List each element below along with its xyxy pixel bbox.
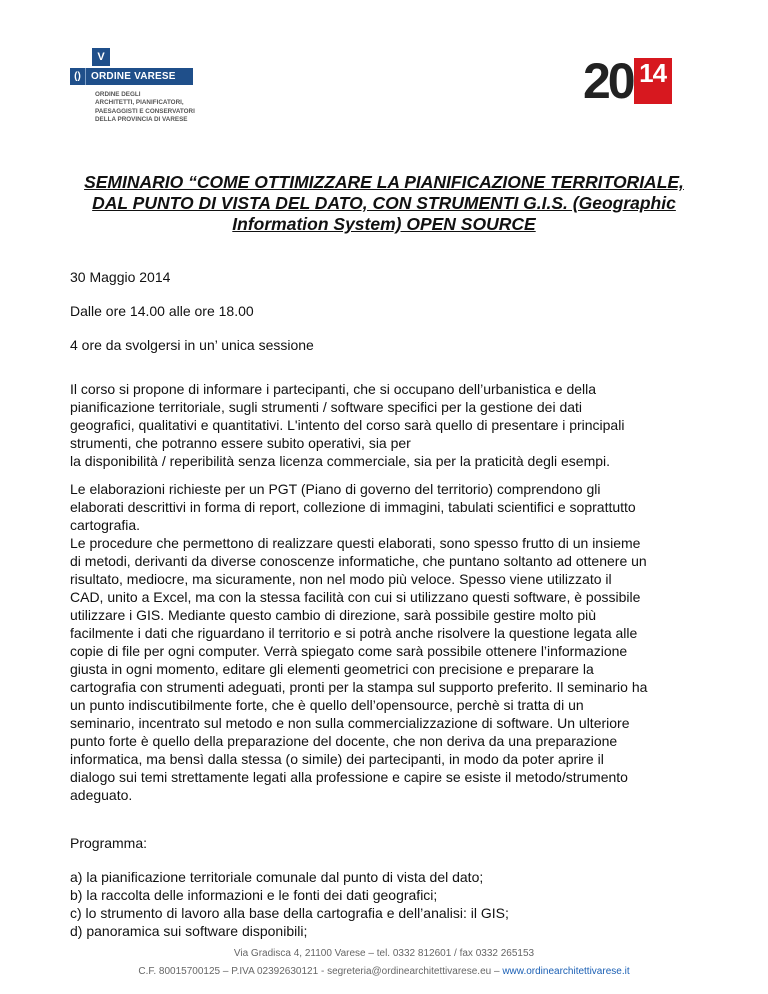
footer-separator: – — [491, 966, 503, 977]
logo-subtitle-line: ORDINE DEGLI — [95, 91, 141, 98]
list-item: b) la raccolta delle informazioni e le fonti dei dati geografici; — [70, 887, 438, 903]
list-item: d) panoramica sui software disponibili; — [70, 923, 308, 939]
year-logo — [583, 53, 672, 109]
text-line: risultato, mediocre, ma sicuramente, non nel modo più veloce. Spesso viene utilizzato il — [70, 571, 612, 587]
logo-name: ORDINE VARESE — [91, 71, 176, 82]
program-list — [70, 868, 710, 940]
footer-contacts — [0, 963, 768, 981]
text-line: di metodi, derivanti da diverse conoscenze informatiche, che puntano soltanto ad ottenere un — [70, 553, 647, 569]
logo-subtitle — [95, 91, 235, 125]
year-box: 14 — [634, 58, 672, 104]
seminar-session: 4 ore da svolgersi in un’ unica sessione — [70, 337, 314, 353]
text-line: cartografia con strumenti adeguati, pronti per la stampa sul supporto preferito. Il seminario ha — [70, 679, 648, 695]
logo-bar — [70, 68, 193, 85]
text-line: utilizzare i GIS. Mediante questo cambio di direzione, sarà possibile gestire molto più — [70, 607, 597, 623]
text-line: CAD, unito a Excel, ma con la stessa facilità con cui si utilizzano questi software, è possibile — [70, 589, 641, 605]
seminar-title: SEMINARIO “COME OTTIMIZZARE LA PIANIFICAZIONE TERRITORIALE, DAL PUNTO DI VISTA DEL DATO, CON STRUMENTI G.I.S. (Geographic Information System) OPEN SOURCE — [84, 172, 684, 234]
list-item: a) la pianificazione territoriale comunale dal punto di vista del dato; — [70, 869, 484, 885]
text-line: informatica, ma bensì dalla stessa (o simile) dei partecipanti, in modo da poter aprire il — [70, 751, 604, 767]
footer-website-link[interactable]: www.ordinearchitettivarese.it — [502, 966, 630, 977]
seminar-time: Dalle ore 14.00 alle ore 18.00 — [70, 303, 254, 319]
text-line: copie di file per ogni computer. Verrà spiegato come sarà possibile ottenere l’informazione — [70, 643, 628, 659]
logo-mark-icon: () — [70, 68, 86, 85]
text-line: strumenti, che potranno essere subito operativi, sia per — [70, 435, 411, 451]
text-line: geografici, qualitativi e quantitativi. L'intento del corso sarà quello di presentare i principali — [70, 417, 625, 433]
text-line: la disponibilità / reperibilità senza licenza commerciale, sia per la praticità degli esempi. — [70, 453, 611, 469]
logo-subtitle-line: DELLA PROVINCIA DI VARESE — [95, 116, 188, 124]
logo-subtitle-line: PAESAGGISTI E CONSERVATORI — [95, 107, 195, 115]
text-line: un punto indiscutibilmente forte, che è quello dell’opensource, perchè si tratta di un — [70, 697, 584, 713]
text-line: cartografia. — [70, 517, 141, 533]
text-line: Le elaborazioni richieste per un PGT (Piano di governo del territorio) comprendono gli — [70, 481, 601, 497]
text-line: adeguato. — [70, 787, 133, 803]
logo-subtitle-line: ARCHITETTI, PIANIFICATORI, — [95, 99, 184, 107]
logo-v-icon: V — [92, 48, 110, 66]
footer — [0, 945, 768, 981]
text-line: elaborati descrittivi in forma di report, collezione di immagini, tabulati scientifici e soprattutto — [70, 499, 636, 515]
body-paragraph — [70, 480, 710, 804]
footer-tax-ids: C.F. 80015700125 – P.IVA 02392630121 - — [138, 966, 328, 977]
text-line: punto forte è quello della preparazione del docente, che non deriva da una preparazione — [70, 733, 618, 749]
text-line: Il corso si propone di informare i partecipanti, che si occupano dell’urbanistica e della — [70, 381, 597, 397]
text-line: giusta in ogni momento, editare gli elementi geometrici con precisione e preparare la — [70, 661, 594, 677]
text-line: pianificazione territoriale, sugli strumenti / software specifici per la gestione dei dati — [70, 399, 583, 415]
program-label: Programma: — [70, 835, 148, 851]
text-line: facilmente i dati che riguardano il territorio e si potrà anche risolvere la questione legata alle — [70, 625, 638, 641]
year-main: 20 — [583, 53, 633, 109]
letterhead — [0, 0, 768, 140]
seminar-date: 30 Maggio 2014 — [70, 269, 171, 285]
footer-email-link[interactable]: segreteria@ordinearchitettivarese.eu — [327, 966, 492, 977]
text-line: dialogo sui temi strettamente legati alla professione e capire se esiste il metodo/strumento — [70, 769, 628, 785]
list-item: c) lo strumento di lavoro alla base della cartografia e dell’analisi: il GIS; — [70, 905, 509, 921]
text-line: Le procedure che permettono di realizzare questi elaborati, sono spesso frutto di un insieme — [70, 535, 641, 551]
footer-address: Via Gradisca 4, 21100 Varese – tel. 0332 812601 / fax 0332 265153 — [233, 948, 535, 959]
text-line: seminario, incentrato sul metodo e non sulla commercializzazione di software. Un ulteriore — [70, 715, 630, 731]
intro-paragraph — [70, 380, 710, 470]
